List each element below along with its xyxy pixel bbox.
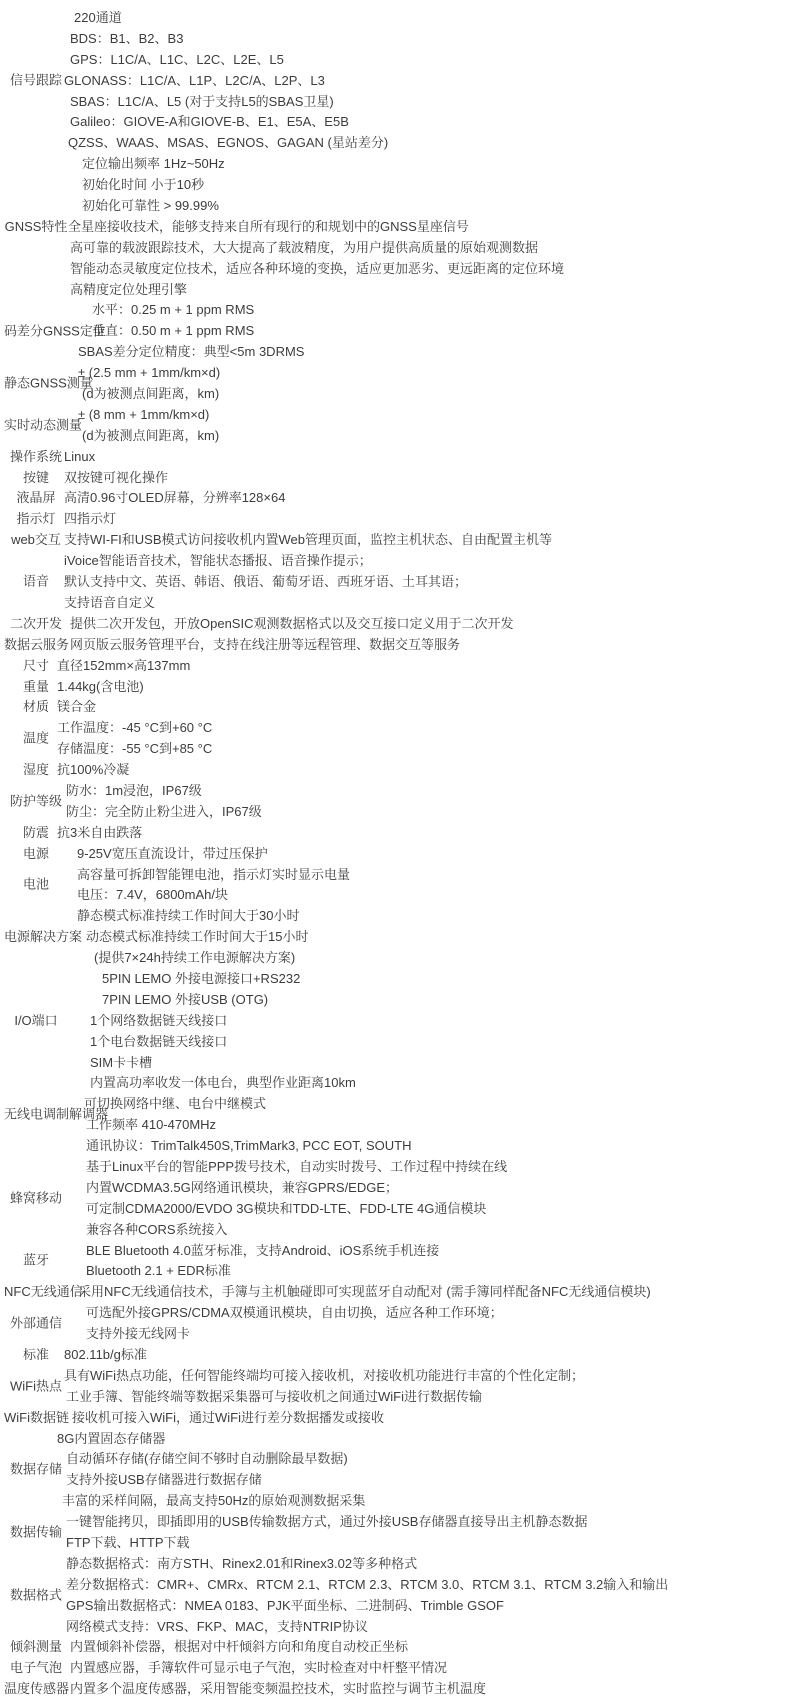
spec-line: 高可靠的载波跟踪技术，大大提高了载波精度，为用户提供高质量的原始观测数据 — [70, 239, 539, 255]
spec-line: 动态模式标准持续工作时间大于15小时 — [86, 929, 309, 945]
spec-value-lines — [0, 635, 800, 656]
spec-label: 外部通信 — [9, 1315, 62, 1331]
spec-label: 数据格式 — [9, 1587, 62, 1603]
spec-label: 实时动态测量 — [4, 417, 83, 433]
spec-label: 液晶屏 — [16, 490, 56, 506]
spec-row — [0, 760, 800, 781]
spec-value-lines — [0, 844, 800, 865]
spec-line: (提供7×24h持续工作电源解决方案) — [94, 950, 296, 966]
spec-label: 操作系统 — [9, 448, 62, 464]
spec-label: 信号跟踪 — [9, 72, 62, 88]
spec-label: 标准 — [22, 1347, 49, 1362]
spec-line: 可定制CDMA2000/EVDO 3G模块和TDD-LTE、FDD-LTE 4G通信模块 — [86, 1200, 487, 1216]
spec-label: 数据云服务 — [4, 636, 70, 652]
spec-label: 湿度 — [22, 762, 49, 778]
spec-line: 具有WiFi热点功能，任何智能终端均可接入接收机，对接收机功能进行丰富的个性化定制； — [64, 1367, 584, 1383]
spec-row — [0, 906, 800, 927]
spec-line: 内置倾斜补偿器，根据对中杆倾斜方向和角度自动校正坐标 — [70, 1639, 409, 1655]
spec-value-lines — [0, 488, 800, 509]
spec-line: 兼容各种CORS系统接入 — [86, 1221, 228, 1237]
spec-line: 采用NFC无线通信技术，手簿与主机触碰即可实现蓝牙自动配对 (需手簿同样配备NFC无线通信模块) — [78, 1284, 651, 1300]
spec-line: Linux — [64, 448, 96, 464]
spec-line: GLONASS：L1C/A、L1P、L2C/A、L2P、L3 — [64, 72, 325, 88]
spec-row — [0, 1345, 800, 1366]
spec-row — [0, 656, 800, 677]
spec-row — [0, 509, 800, 530]
spec-row — [0, 1408, 800, 1429]
spec-row — [0, 823, 800, 844]
spec-row — [0, 1429, 800, 1513]
spec-value-lines — [0, 405, 800, 447]
spec-value-lines — [0, 509, 800, 530]
spec-row — [0, 447, 800, 468]
spec-value-lines — [0, 447, 800, 468]
spec-row — [0, 468, 800, 489]
spec-line: 差分数据格式：CMR+、CMRx、RTCM 2.1、RTCM 2.3、RTCM 3.0、RTCM 3.1、RTCM 3.2输入和输出 — [66, 1576, 669, 1592]
spec-value-lines — [0, 760, 800, 781]
spec-line: 默认支持中文、英语、韩语、俄语、葡萄牙语、西班牙语、土耳其语； — [64, 574, 468, 590]
spec-line: QZSS、WAAS、MSAS、EGNOS、GAGAN (星站差分) — [68, 135, 389, 151]
spec-value-lines — [0, 8, 800, 154]
spec-line: 内置WCDMA3.5G网络通讯模块，兼容GPRS/EDGE； — [86, 1179, 399, 1195]
spec-line: 存储温度：-55 °C到+85 °C — [57, 741, 213, 757]
spec-line: 工作温度：-45 °C到+60 °C — [57, 720, 213, 736]
spec-line: 可选配外接GPRS/CDMA双模通讯模块，自由切换，适应各种工作环境； — [86, 1305, 503, 1321]
spec-line: 抗100%冷凝 — [57, 762, 130, 778]
spec-value-lines — [0, 154, 800, 217]
spec-line: FTP下载、HTTP下载 — [66, 1535, 190, 1551]
spec-line: 内置感应器，手簿软件可显示电子气泡，实时检查对中杆整平情况 — [70, 1660, 448, 1676]
spec-line: SBAS差分定位精度：典型<5m 3DRMS — [78, 344, 305, 360]
spec-line: GPS输出数据格式：NMEA 0183、PJK平面坐标、二进制码、Trimble GSOF — [66, 1597, 504, 1613]
spec-row — [0, 635, 800, 656]
spec-line: 初始化时间 小于10秒 — [82, 177, 205, 193]
spec-line: 静态数据格式：南方STH、Rinex2.01和Rinex3.02等多种格式 — [66, 1555, 418, 1571]
spec-label: 静态GNSS测量 — [4, 375, 93, 391]
spec-row — [0, 217, 800, 301]
spec-label: WiFi数据链 — [4, 1409, 69, 1425]
spec-label: web交互 — [11, 532, 61, 548]
spec-label: 电源 — [22, 845, 49, 861]
spec-line: 防尘：完全防止粉尘进入，IP67级 — [66, 803, 262, 819]
spec-line: 基于Linux平台的智能PPP拨号技术，自动实时拨号、工作过程中持续在线 — [86, 1158, 508, 1174]
spec-line: 高容量可拆卸智能锂电池，指示灯实时显示电量 — [77, 866, 351, 882]
spec-row — [0, 154, 800, 217]
spec-label: 数据传输 — [9, 1524, 62, 1540]
spec-value-lines — [0, 1282, 800, 1303]
spec-row — [0, 718, 800, 760]
spec-line: 一键智能拷贝，即插即用的USB传输数据方式，通过外接USB存储器直接导出主机静态数据 — [66, 1514, 588, 1530]
spec-line: 静态模式标准持续工作时间大于30小时 — [77, 908, 300, 924]
spec-row — [0, 614, 800, 635]
spec-value-lines — [0, 781, 800, 823]
spec-value-lines — [0, 468, 800, 489]
spec-line: 定位输出频率 1Hz~50Hz — [82, 156, 225, 172]
spec-value-lines — [0, 530, 800, 551]
spec-line: 网页版云服务管理平台，支持在线注册等远程管理、数据交互等服务 — [70, 636, 461, 652]
spec-label: 材质 — [22, 699, 49, 715]
spec-label: 电子气泡 — [9, 1660, 62, 1676]
spec-row — [0, 1157, 800, 1241]
spec-line: Bluetooth 2.1 + EDR标准 — [86, 1263, 231, 1279]
spec-value-lines — [0, 1679, 800, 1700]
spec-line: 网络模式支持：VRS、FKP、MAC，支持NTRIP协议 — [66, 1618, 368, 1634]
spec-line: Galileo：GIOVE-A和GIOVE-B、E1、E5A、E5B — [70, 114, 349, 130]
spec-row — [0, 405, 800, 447]
spec-label: 按键 — [22, 469, 49, 485]
spec-line: 1.44kg(含电池) — [57, 678, 144, 694]
spec-row — [0, 1637, 800, 1658]
spec-row — [0, 1241, 800, 1283]
spec-line: 802.11b/g标准 — [64, 1347, 147, 1362]
spec-line: 5PIN LEMO 外接电源接口+RS232 — [102, 970, 301, 986]
spec-label: GNSS特性 — [4, 218, 68, 234]
spec-label: 防护等级 — [9, 793, 62, 809]
spec-label: WiFi热点 — [10, 1378, 62, 1394]
spec-label: 蓝牙 — [22, 1252, 49, 1268]
spec-line: 电压：7.4V，6800mAh/块 — [77, 887, 229, 903]
spec-line: 垂直：0.50 m + 1 ppm RMS — [92, 323, 255, 339]
spec-value-lines — [0, 865, 800, 907]
spec-line: 自动循环存储(存储空间不够时自动删除最早数据) — [66, 1451, 348, 1467]
spec-value-lines — [0, 1408, 800, 1429]
spec-value-lines — [0, 823, 800, 844]
spec-line: BDS：B1、B2、B3 — [70, 30, 184, 46]
spec-label: 语音 — [22, 574, 49, 590]
spec-line: (d为被测点间距离，km) — [82, 386, 220, 402]
spec-value-lines — [0, 927, 800, 1011]
spec-row — [0, 8, 800, 154]
spec-value-lines — [0, 697, 800, 718]
spec-row — [0, 300, 800, 363]
spec-label: 指示灯 — [16, 511, 56, 527]
spec-value-lines — [0, 1512, 800, 1554]
spec-value-lines — [0, 906, 800, 927]
spec-value-lines — [0, 1345, 800, 1366]
spec-label: 蜂窝移动 — [9, 1190, 62, 1206]
spec-line: iVoice智能语音技术，智能状态播报、语音操作提示； — [64, 553, 372, 569]
spec-row — [0, 551, 800, 614]
spec-line: 工作频率 410-470MHz — [86, 1117, 217, 1133]
spec-label: 码差分GNSS定位 — [4, 323, 106, 339]
spec-row — [0, 1303, 800, 1345]
spec-value-lines — [0, 217, 800, 301]
spec-row — [0, 844, 800, 865]
spec-value-lines — [0, 1303, 800, 1345]
spec-line: 高清0.96寸OLED屏幕，分辨率128×64 — [64, 490, 286, 506]
spec-label: 无线电调制解调器 — [4, 1106, 109, 1122]
spec-row — [0, 488, 800, 509]
spec-value-lines — [0, 1554, 800, 1638]
spec-line: 可切换网络中继、电台中继模式 — [84, 1096, 267, 1112]
spec-line: 支持外接无线网卡 — [86, 1326, 191, 1342]
spec-line: 1个电台数据链天线接口 — [90, 1033, 228, 1049]
spec-rows-container — [0, 8, 800, 1700]
spec-label: NFC无线通信 — [4, 1284, 83, 1300]
spec-line: 丰富的采样间隔，最高支持50Hz的原始观测数据采集 — [62, 1493, 366, 1509]
spec-row — [0, 1282, 800, 1303]
spec-line: 8G内置固态存储器 — [57, 1430, 166, 1446]
spec-label: 二次开发 — [9, 615, 62, 631]
spec-line: ± (8 mm + 1mm/km×d) — [78, 406, 210, 422]
spec-value-lines — [0, 656, 800, 677]
spec-line: 支持外接USB存储器进行数据存储 — [66, 1472, 262, 1488]
spec-row — [0, 781, 800, 823]
spec-line: 7PIN LEMO 外接USB (OTG) — [102, 991, 269, 1007]
spec-line: 支持WI-FI和USB模式访问接收机内置Web管理页面，监控主机状态、自由配置主机等 — [64, 532, 552, 548]
spec-label: 电池 — [22, 876, 49, 892]
spec-line: 1个网络数据链天线接口 — [90, 1012, 228, 1028]
spec-row — [0, 1073, 800, 1157]
spec-label: 温度 — [22, 730, 49, 746]
spec-line: SBAS：L1C/A、L5 (对于支持L5的SBAS卫星) — [70, 93, 334, 109]
spec-line: 工业手簿、智能终端等数据采集器可与接收机之间通过WiFi进行数据传输 — [66, 1388, 482, 1404]
spec-label: 尺寸 — [22, 657, 49, 673]
spec-line: 内置高功率收发一体电台，典型作业距离10km — [90, 1075, 356, 1091]
spec-line: 内置多个温度传感器，采用智能变频温控技术，实时监控与调节主机温度 — [70, 1681, 487, 1697]
spec-line: SIM卡卡槽 — [90, 1054, 153, 1070]
spec-label: 温度传感器 — [4, 1681, 70, 1697]
spec-line: BLE Bluetooth 4.0蓝牙标准，支持Android、iOS系统手机连接 — [86, 1242, 440, 1258]
spec-value-lines — [0, 1241, 800, 1283]
spec-line: 镁合金 — [57, 699, 97, 715]
spec-value-lines — [0, 1157, 800, 1241]
spec-line: 智能动态灵敏度定位技术，适应各种环境的变换，适应更加恶劣、更远距离的定位环境 — [70, 260, 565, 276]
spec-value-lines — [0, 677, 800, 698]
spec-row — [0, 677, 800, 698]
clipped-top-row — [0, 0, 800, 8]
spec-row — [0, 363, 800, 405]
spec-line: ± (2.5 mm + 1mm/km×d) — [78, 365, 221, 381]
spec-value-lines — [0, 551, 800, 614]
spec-row — [0, 1366, 800, 1408]
spec-line: 初始化可靠性 > 99.99% — [82, 198, 219, 214]
spec-value-lines — [0, 363, 800, 405]
spec-label: 倾斜测量 — [9, 1639, 62, 1655]
spec-line: 防水：1m浸泡，IP67级 — [66, 782, 202, 798]
spec-line: 全星座接收技术，能够支持来自所有现行的和规划中的GNSS星座信号 — [68, 218, 469, 234]
spec-value-lines — [0, 718, 800, 760]
spec-row — [0, 1011, 800, 1074]
spec-row — [0, 697, 800, 718]
spec-label: 防震 — [22, 824, 49, 840]
spec-line: 通讯协议：TrimTalk450S,TrimMark3, PCC EOT, SOUTH — [86, 1138, 412, 1154]
spec-label: 重量 — [22, 678, 49, 694]
spec-value-lines — [0, 1011, 800, 1074]
spec-line: GPS：L1C/A、L1C、L2C、L2E、L5 — [70, 51, 284, 67]
spec-line: 水平：0.25 m + 1 ppm RMS — [92, 302, 255, 318]
spec-line: 抗3米自由跌落 — [57, 824, 143, 840]
spec-value-lines — [0, 1637, 800, 1658]
spec-line: 220通道 — [74, 10, 122, 25]
spec-line: 双按键可视化操作 — [64, 469, 169, 485]
spec-value-lines — [0, 1429, 800, 1513]
spec-line: 直径152mm×高137mm — [57, 657, 191, 673]
spec-value-lines — [0, 614, 800, 635]
spec-row — [0, 927, 800, 1011]
spec-row — [0, 1554, 800, 1638]
spec-row — [0, 1512, 800, 1554]
spec-value-lines — [0, 1073, 800, 1157]
spec-row — [0, 1658, 800, 1679]
spec-line: 接收机可接入WiFi，通过WiFi进行差分数据播发或接收 — [72, 1409, 384, 1425]
spec-value-lines — [0, 300, 800, 363]
spec-value-lines — [0, 1366, 800, 1408]
spec-label: 电源解决方案 — [4, 929, 83, 945]
spec-line: 9-25V宽压直流设计，带过压保护 — [77, 845, 268, 861]
spec-line: 支持语音自定义 — [64, 594, 156, 610]
spec-line: 四指示灯 — [64, 511, 117, 527]
spec-line: 提供二次开发包，开放OpenSIC观测数据格式以及交互接口定义用于二次开发 — [70, 615, 514, 631]
spec-line: 高精度定位处理引擎 — [70, 281, 188, 297]
spec-label: 数据存储 — [9, 1461, 62, 1477]
spec-row — [0, 530, 800, 551]
spec-row — [0, 865, 800, 907]
spec-row — [0, 1679, 800, 1700]
spec-value-lines — [0, 1658, 800, 1679]
spec-label: I/O端口 — [14, 1012, 58, 1028]
spec-line: (d为被测点间距离，km) — [82, 427, 220, 443]
